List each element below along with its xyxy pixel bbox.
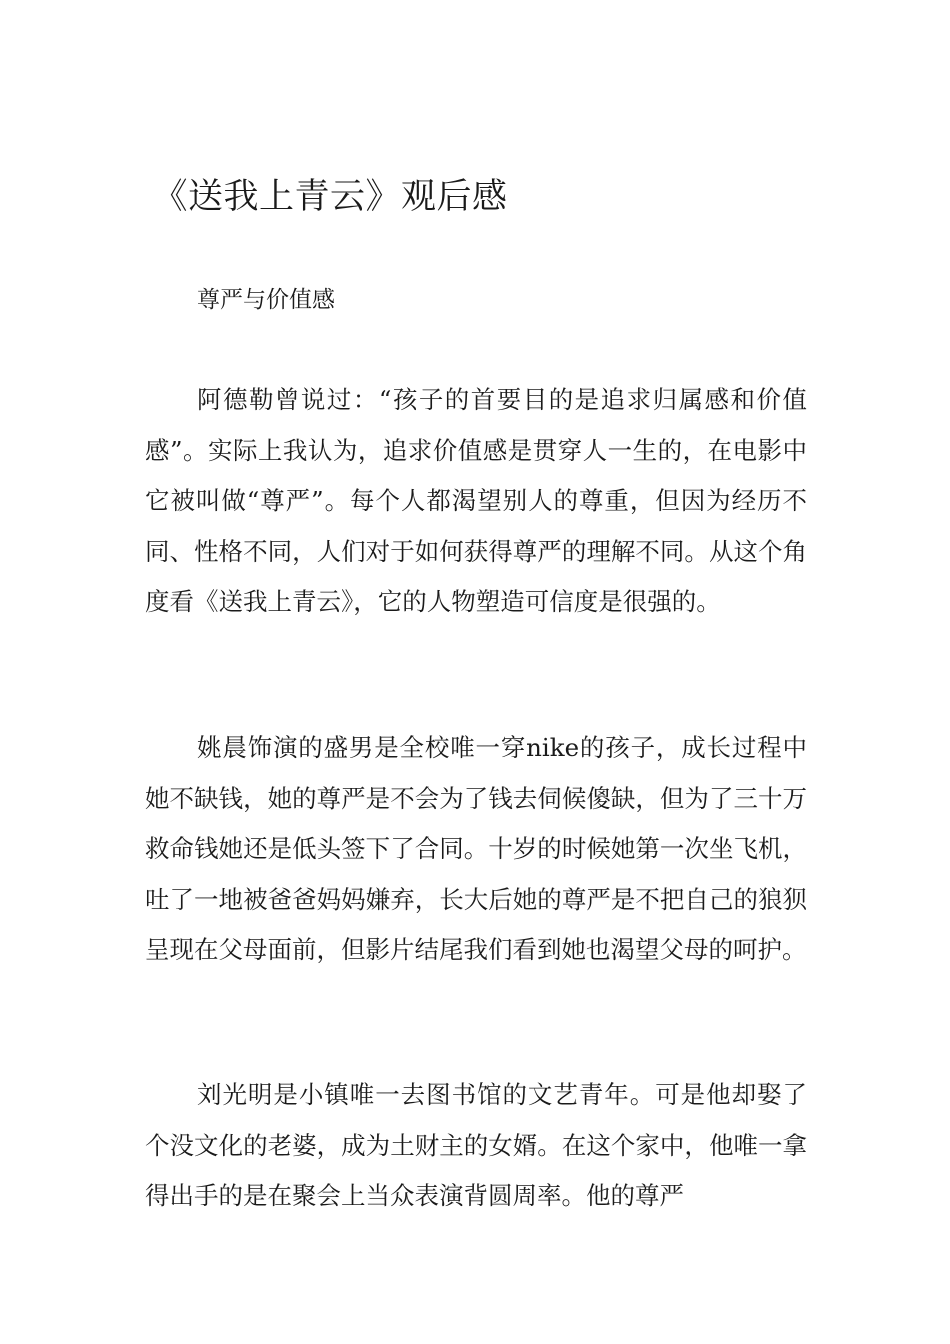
- document-title: 《送我上青云》观后感: [152, 177, 508, 217]
- paragraph: 刘光明是小镇唯一去图书馆的文艺青年。可是他却娶了个没文化的老婆，成为土财主的女婿。在这个家中，他唯一拿得出手的是在聚会上当众表演背圆周率。他的尊严: [145, 1080, 807, 1210]
- section-heading: 尊严与价值感: [197, 287, 335, 313]
- paragraph: 阿德勒曾说过：“孩子的首要目的是追求归属感和价值感”。实际上我认为，追求价值感是贯穿人一生的，在电影中它被叫做“尊严”。每个人都渴望别人的尊重，但因为经历不同、性格不同，人们对于如何获得尊严的理解不同。从这个角度看《送我上青云》，它的人物塑造可信度是很强的。: [145, 385, 807, 616]
- paragraph: 姚晨饰演的盛男是全校唯一穿nike的孩子，成长过程中她不缺钱，她的尊严是不会为了钱去伺候傻缺，但为了三十万救命钱她还是低头签下了合同。十岁的时候她第一次坐飞机，吐了一地被爸爸妈妈嫌弃，长大后她的尊严是不把自己的狼狈呈现在父母面前，但影片结尾我们看到她也渴望父母的呵护。: [145, 733, 807, 964]
